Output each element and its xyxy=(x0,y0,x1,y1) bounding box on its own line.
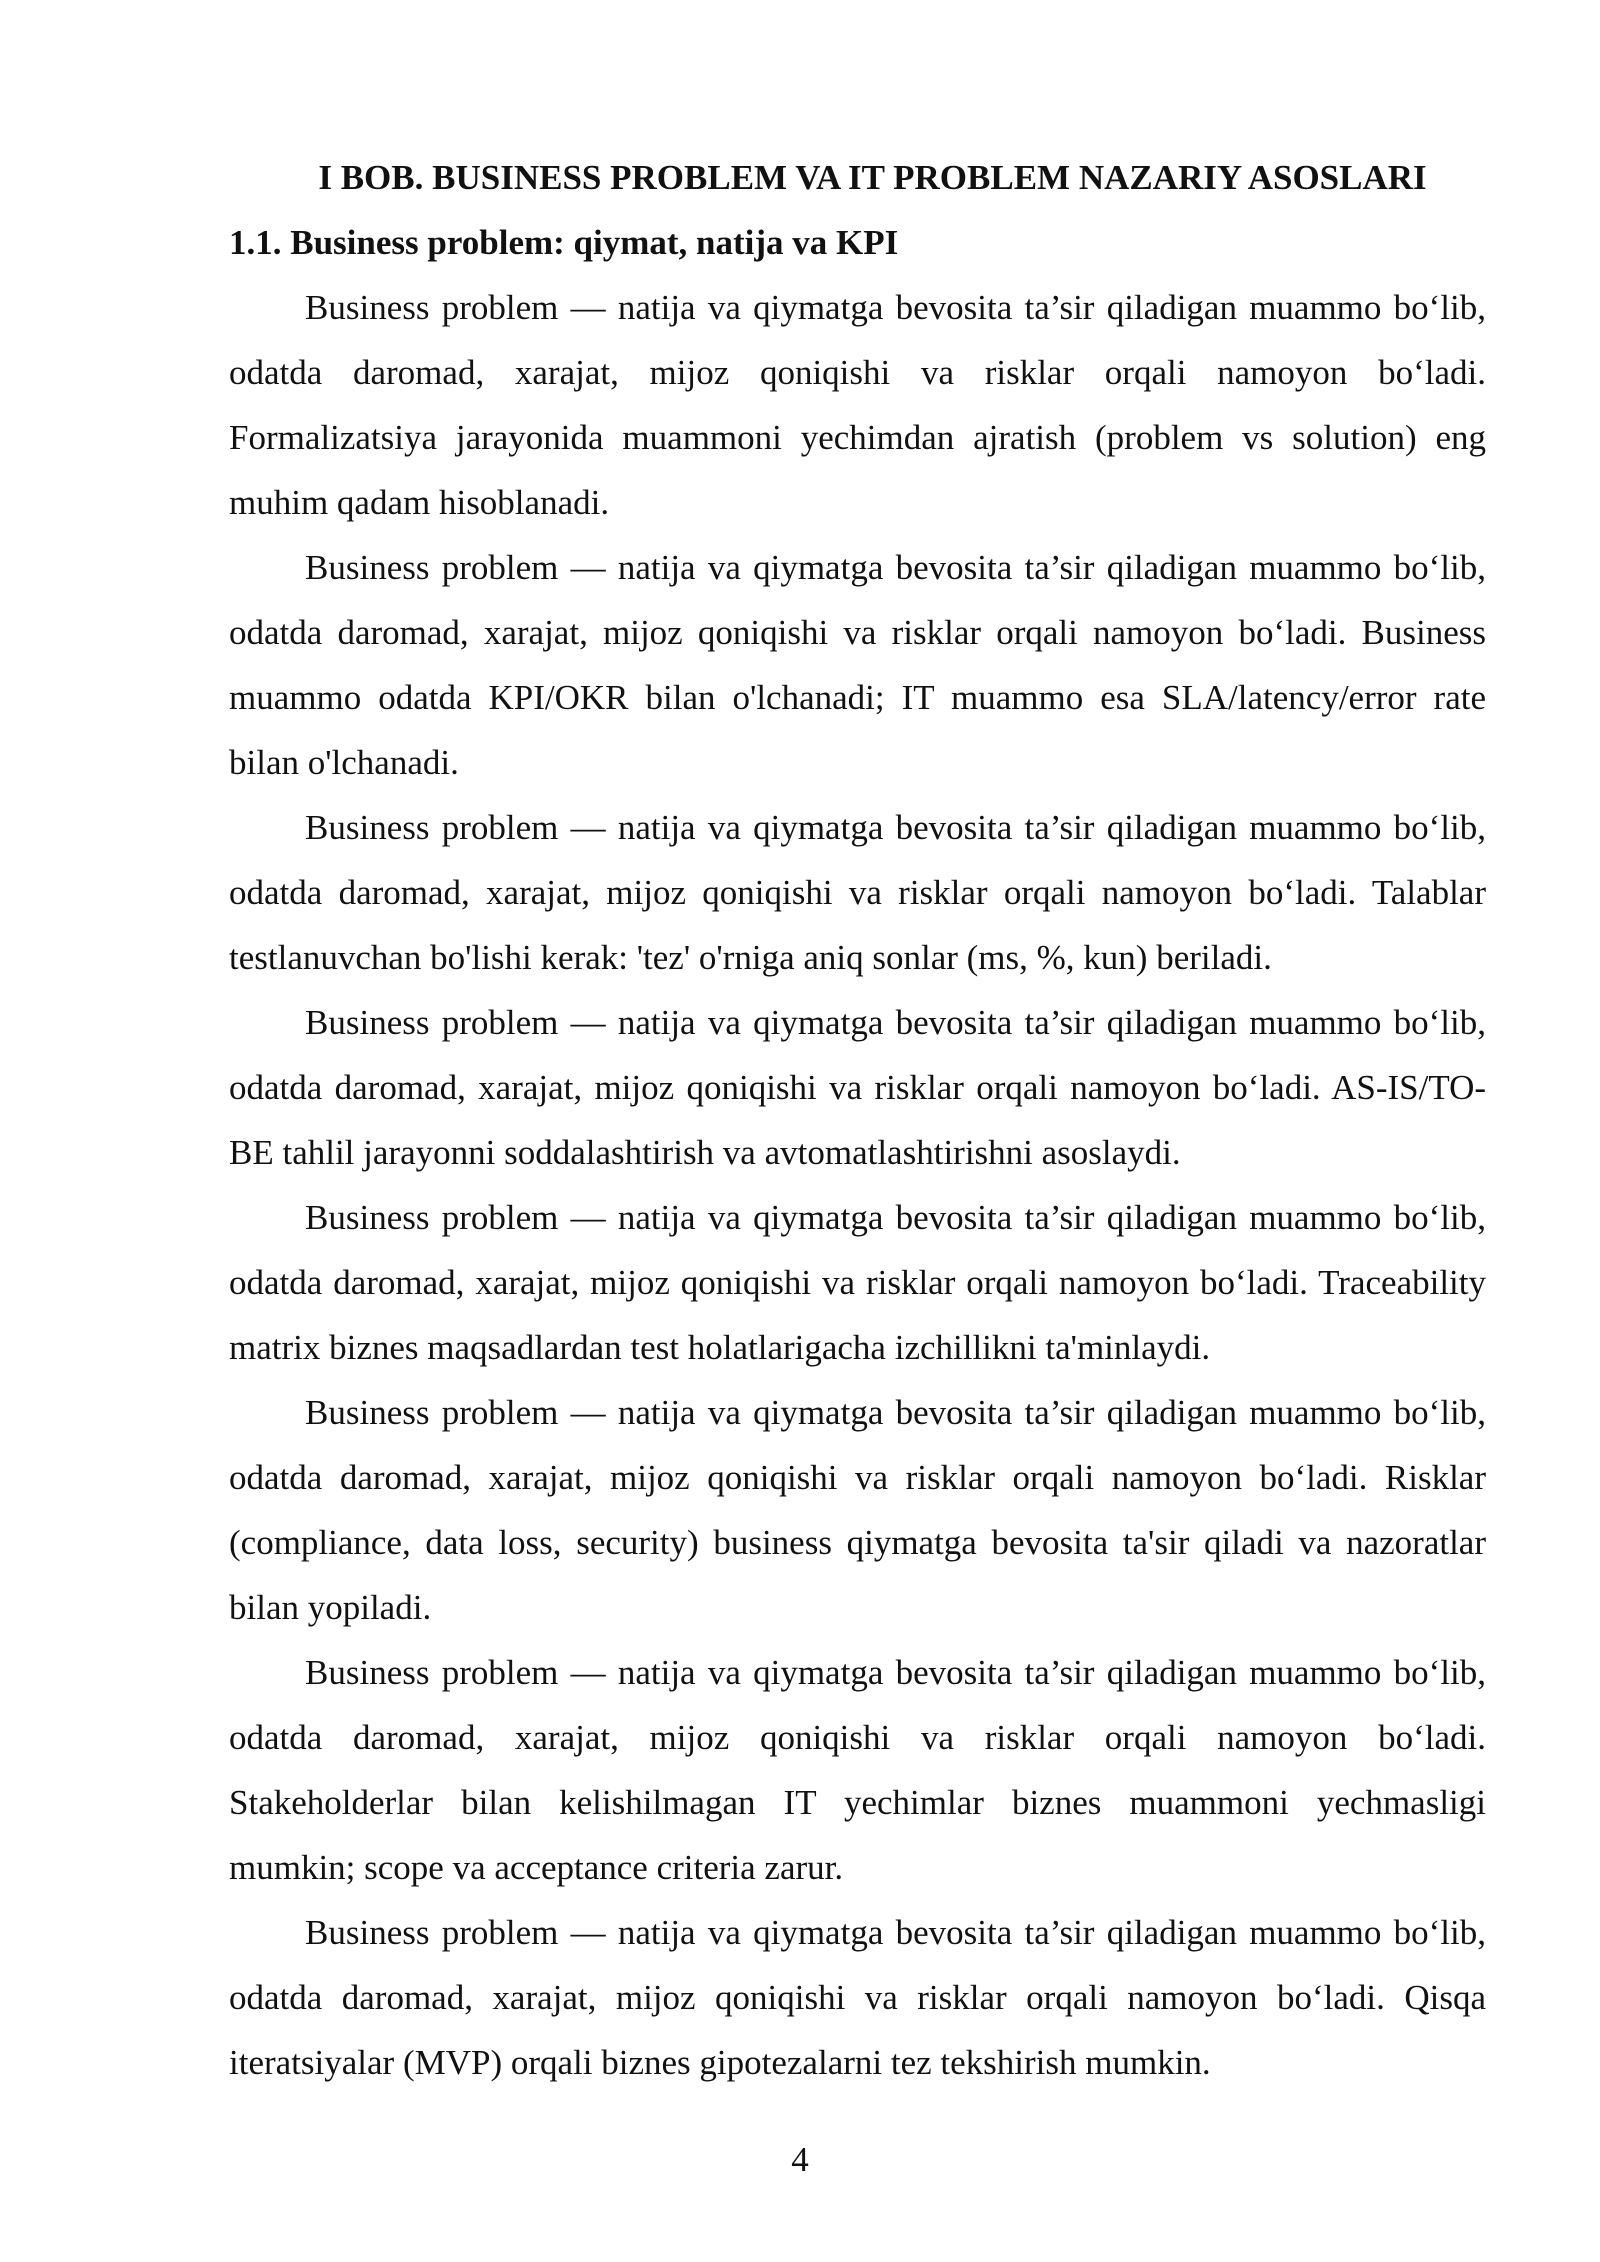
paragraph: Business problem — natija va qiymatga bevosita ta’sir qiladigan muammo bo‘lib, odatda daromad, xarajat, mijoz qoniqishi va risklar orqali namoyon bo‘ladi. AS-IS/TO-BE tahlil jarayonni soddalashtirish va avtomatlashtirishni asoslaydi. xyxy=(229,1003,1486,1172)
page-content xyxy=(229,145,1486,2095)
paragraph: Business problem — natija va qiymatga bevosita ta’sir qiladigan muammo bo‘lib, odatda daromad, xarajat, mijoz qoniqishi va risklar orqali namoyon bo‘ladi. Qisqa iteratsiyalar (MVP) orqali biznes gipotezalarni tez tekshirish mumkin. xyxy=(229,1913,1486,2082)
paragraph: Business problem — natija va qiymatga bevosita ta’sir qiladigan muammo bo‘lib, odatda daromad, xarajat, mijoz qoniqishi va risklar orqali namoyon bo‘ladi. Business muammo odatda KPI/OKR bilan o'lchanadi; IT muammo esa SLA/latency/error rate bilan o'lchanadi. xyxy=(229,548,1486,782)
chapter-title: I BOB. BUSINESS PROBLEM VA IT PROBLEM NAZARIY ASOSLARI xyxy=(318,158,1427,197)
paragraph: Business problem — natija va qiymatga bevosita ta’sir qiladigan muammo bo‘lib, odatda daromad, xarajat, mijoz qoniqishi va risklar orqali namoyon bo‘ladi. Formalizatsiya jarayonida muammoni yechimdan ajratish (problem vs solution) eng muhim qadam hisoblanadi. xyxy=(229,288,1486,522)
section-title: 1.1. Business problem: qiymat, natija va KPI xyxy=(229,223,899,262)
paragraph: Business problem — natija va qiymatga bevosita ta’sir qiladigan muammo bo‘lib, odatda daromad, xarajat, mijoz qoniqishi va risklar orqali namoyon bo‘ladi. Risklar (compliance, data loss, security) business qiymatga bevosita ta'sir qiladi va nazoratlar bilan yopiladi. xyxy=(229,1393,1486,1627)
paragraph: Business problem — natija va qiymatga bevosita ta’sir qiladigan muammo bo‘lib, odatda daromad, xarajat, mijoz qoniqishi va risklar orqali namoyon bo‘ladi. Stakeholderlar bilan kelishilmagan IT yechimlar biznes muammoni yechmasligi mumkin; scope va acceptance criteria zarur. xyxy=(229,1653,1486,1887)
paragraph: Business problem — natija va qiymatga bevosita ta’sir qiladigan muammo bo‘lib, odatda daromad, xarajat, mijoz qoniqishi va risklar orqali namoyon bo‘ladi. Traceability matrix biznes maqsadlardan test holatlarigacha izchillikni ta'minlaydi. xyxy=(229,1198,1486,1367)
paragraph: Business problem — natija va qiymatga bevosita ta’sir qiladigan muammo bo‘lib, odatda daromad, xarajat, mijoz qoniqishi va risklar orqali namoyon bo‘ladi. Talablar testlanuvchan bo'lishi kerak: 'tez' o'rniga aniq sonlar (ms, %, kun) beriladi. xyxy=(229,808,1486,977)
page-number: 4 xyxy=(791,2140,809,2179)
